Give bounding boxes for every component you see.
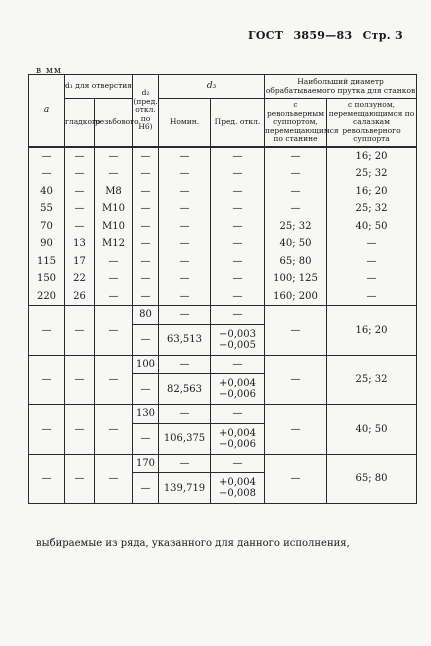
col-d3-nom: Номин.: [159, 99, 211, 147]
cell-d3-nom: 106,375: [159, 423, 211, 454]
cell-d1-thread: —: [95, 454, 133, 504]
col-d2: d₂ (пред. откл. по Н6): [133, 75, 159, 147]
cell-d1-thread: —: [95, 355, 133, 405]
cell-d3-nom: —: [159, 454, 211, 473]
col-d1-smooth: гладкого: [65, 99, 95, 147]
cell-d2: —: [133, 270, 159, 288]
cell-d3-dev: —: [211, 235, 265, 253]
cell-d3-nom: —: [159, 355, 211, 374]
cell-d2: —: [133, 147, 159, 166]
cell-max-slide: 25; 32: [327, 165, 417, 183]
col-d1-group: d₁ для отверстия: [65, 75, 133, 99]
cell-d3-dev: [211, 473, 265, 504]
cell-d2: —: [133, 183, 159, 201]
cell-max-rev: 25; 32: [265, 218, 327, 236]
cell-d3-dev: —: [211, 405, 265, 424]
cell-d2: —: [133, 235, 159, 253]
col-max-rev: с револьверным суппортом, перемещающимся по станине: [265, 99, 327, 147]
page-header: [242, 29, 403, 42]
cell-d3-nom: 139,719: [159, 473, 211, 504]
cell-max-slide: —: [327, 288, 417, 306]
cell-d2: —: [133, 165, 159, 183]
cell-d1-thread: —: [95, 253, 133, 271]
cell-d3-nom: 63,513: [159, 324, 211, 355]
table-row: [29, 405, 417, 424]
cell-d2: 80: [133, 306, 159, 325]
cell-d2: —: [133, 200, 159, 218]
cell-d3-nom: —: [159, 405, 211, 424]
cell-d1-smooth: —: [65, 200, 95, 218]
table-row: [29, 288, 417, 306]
col-max-group: Наибольший диаметр обрабатываемого прутка для станков: [265, 75, 417, 99]
cell-d2: —: [133, 253, 159, 271]
dev-upper: +0,004: [218, 477, 256, 488]
table-row: [29, 147, 417, 166]
cell-d1-smooth: 17: [65, 253, 95, 271]
cell-d3-dev: —: [211, 200, 265, 218]
cell-d2: —: [133, 374, 159, 405]
page-number: Стр. 3: [362, 29, 403, 42]
cell-max-rev: 40; 50: [265, 235, 327, 253]
cell-d1-thread: M10: [95, 200, 133, 218]
cell-max-slide: 40; 50: [327, 405, 417, 455]
cell-d1-smooth: —: [65, 218, 95, 236]
table-row: [29, 165, 417, 183]
cell-d1-smooth: 26: [65, 288, 95, 306]
table-row: [29, 218, 417, 236]
cell-d1-smooth: —: [65, 165, 95, 183]
table-row: [29, 306, 417, 325]
cell-d3-nom: —: [159, 306, 211, 325]
cell-d1-smooth: —: [65, 454, 95, 504]
cell-d3-nom: —: [159, 200, 211, 218]
cell-d3-nom: —: [159, 165, 211, 183]
table-row: [29, 183, 417, 201]
cell-d1-smooth: —: [65, 183, 95, 201]
cell-a: 70: [29, 218, 65, 236]
cell-a: —: [29, 147, 65, 166]
cell-d3-nom: —: [159, 235, 211, 253]
cell-d2: 170: [133, 454, 159, 473]
cell-d1-thread: M12: [95, 235, 133, 253]
cell-d1-smooth: 13: [65, 235, 95, 253]
cell-a: —: [29, 454, 65, 504]
cell-d3-dev: [211, 423, 265, 454]
cell-a: 115: [29, 253, 65, 271]
cell-d3-dev: —: [211, 253, 265, 271]
cell-a: 55: [29, 200, 65, 218]
cell-max-rev: —: [265, 454, 327, 504]
cell-d1-thread: M8: [95, 183, 133, 201]
cell-a: —: [29, 306, 65, 356]
unit-label: в мм: [36, 66, 62, 76]
cell-d1-thread: —: [95, 306, 133, 356]
cell-max-slide: 25; 32: [327, 355, 417, 405]
cell-d3-nom: 82,563: [159, 374, 211, 405]
cell-max-slide: —: [327, 270, 417, 288]
cell-max-rev: 160; 200: [265, 288, 327, 306]
cell-a: 220: [29, 288, 65, 306]
cell-d1-smooth: —: [65, 147, 95, 166]
cell-d3-nom: —: [159, 288, 211, 306]
dev-lower: −0,005: [218, 339, 256, 351]
cell-d3-dev: —: [211, 355, 265, 374]
cell-d2: 130: [133, 405, 159, 424]
cell-d1-thread: —: [95, 288, 133, 306]
cell-max-slide: —: [327, 235, 417, 253]
cell-d3-nom: —: [159, 218, 211, 236]
cell-d3-dev: —: [211, 218, 265, 236]
table-row: [29, 355, 417, 374]
cell-max-slide: —: [327, 253, 417, 271]
cell-d2: —: [133, 473, 159, 504]
dev-upper: −0,003: [218, 328, 256, 340]
cell-d3-dev: —: [211, 270, 265, 288]
cell-max-slide: 40; 50: [327, 218, 417, 236]
col-a: a: [29, 75, 65, 147]
dev-lower: −0,006: [218, 438, 256, 450]
col-max-slide: с ползуном, перемещающимся по салазкам револьверного суппорта: [327, 99, 417, 147]
cell-max-rev: —: [265, 200, 327, 218]
cell-d1-smooth: —: [65, 306, 95, 356]
dev-lower: −0,008: [218, 488, 256, 499]
gost-label: ГОСТ: [247, 29, 284, 42]
cell-d3-dev: [211, 374, 265, 405]
cell-max-rev: —: [265, 306, 327, 356]
col-d1-thread: резьбового: [95, 99, 133, 147]
cell-d3-nom: —: [159, 270, 211, 288]
cell-max-rev: —: [265, 183, 327, 201]
gost-number: 3859—83: [293, 29, 353, 42]
cell-max-rev: —: [265, 147, 327, 166]
cell-max-rev: —: [265, 355, 327, 405]
dev-lower: −0,006: [218, 389, 256, 400]
cell-d3-dev: [211, 324, 265, 355]
cell-d2: —: [133, 324, 159, 355]
dev-upper: +0,004: [218, 427, 256, 439]
cell-a: —: [29, 165, 65, 183]
cell-max-rev: —: [265, 405, 327, 455]
cell-d3-dev: —: [211, 165, 265, 183]
dev-upper: +0,004: [218, 378, 256, 389]
cell-a: —: [29, 355, 65, 405]
cell-a: 150: [29, 270, 65, 288]
cell-d3-nom: —: [159, 147, 211, 166]
col-d3-group: d₃: [159, 75, 265, 99]
cell-d2: —: [133, 423, 159, 454]
cell-max-slide: 16; 20: [327, 147, 417, 166]
cell-max-slide: 16; 20: [327, 306, 417, 356]
cell-a: —: [29, 405, 65, 455]
table-row: [29, 200, 417, 218]
cell-max-slide: 65; 80: [327, 454, 417, 504]
cell-max-slide: 16; 20: [327, 183, 417, 201]
table-row: [29, 253, 417, 271]
col-d3-dev: Пред. откл.: [211, 99, 265, 147]
cell-d1-thread: —: [95, 165, 133, 183]
cell-d3-dev: —: [211, 288, 265, 306]
cell-d3-dev: —: [211, 147, 265, 166]
cell-d2: —: [133, 288, 159, 306]
cell-d1-thread: —: [95, 270, 133, 288]
cell-d1-smooth: 22: [65, 270, 95, 288]
cell-max-rev: 100; 125: [265, 270, 327, 288]
table-row: [29, 270, 417, 288]
cell-d1-thread: —: [95, 147, 133, 166]
dimensions-table: [28, 74, 417, 504]
cell-d1-thread: M10: [95, 218, 133, 236]
table-row: [29, 454, 417, 473]
cell-a: 90: [29, 235, 65, 253]
cell-d3-dev: —: [211, 183, 265, 201]
cell-d3-dev: —: [211, 306, 265, 325]
cell-d3-dev: —: [211, 454, 265, 473]
cell-d1-smooth: —: [65, 405, 95, 455]
table-row: [29, 235, 417, 253]
cell-d2: 100: [133, 355, 159, 374]
cell-max-slide: 25; 32: [327, 200, 417, 218]
cell-d1-smooth: —: [65, 355, 95, 405]
cell-a: 40: [29, 183, 65, 201]
cell-max-rev: 65; 80: [265, 253, 327, 271]
cell-d1-thread: —: [95, 405, 133, 455]
cell-d2: —: [133, 218, 159, 236]
cell-d3-nom: —: [159, 253, 211, 271]
cell-d3-nom: —: [159, 183, 211, 201]
cell-max-rev: —: [265, 165, 327, 183]
footer-text: выбираемые из ряда, указанного для данного исполнения,: [36, 538, 350, 549]
